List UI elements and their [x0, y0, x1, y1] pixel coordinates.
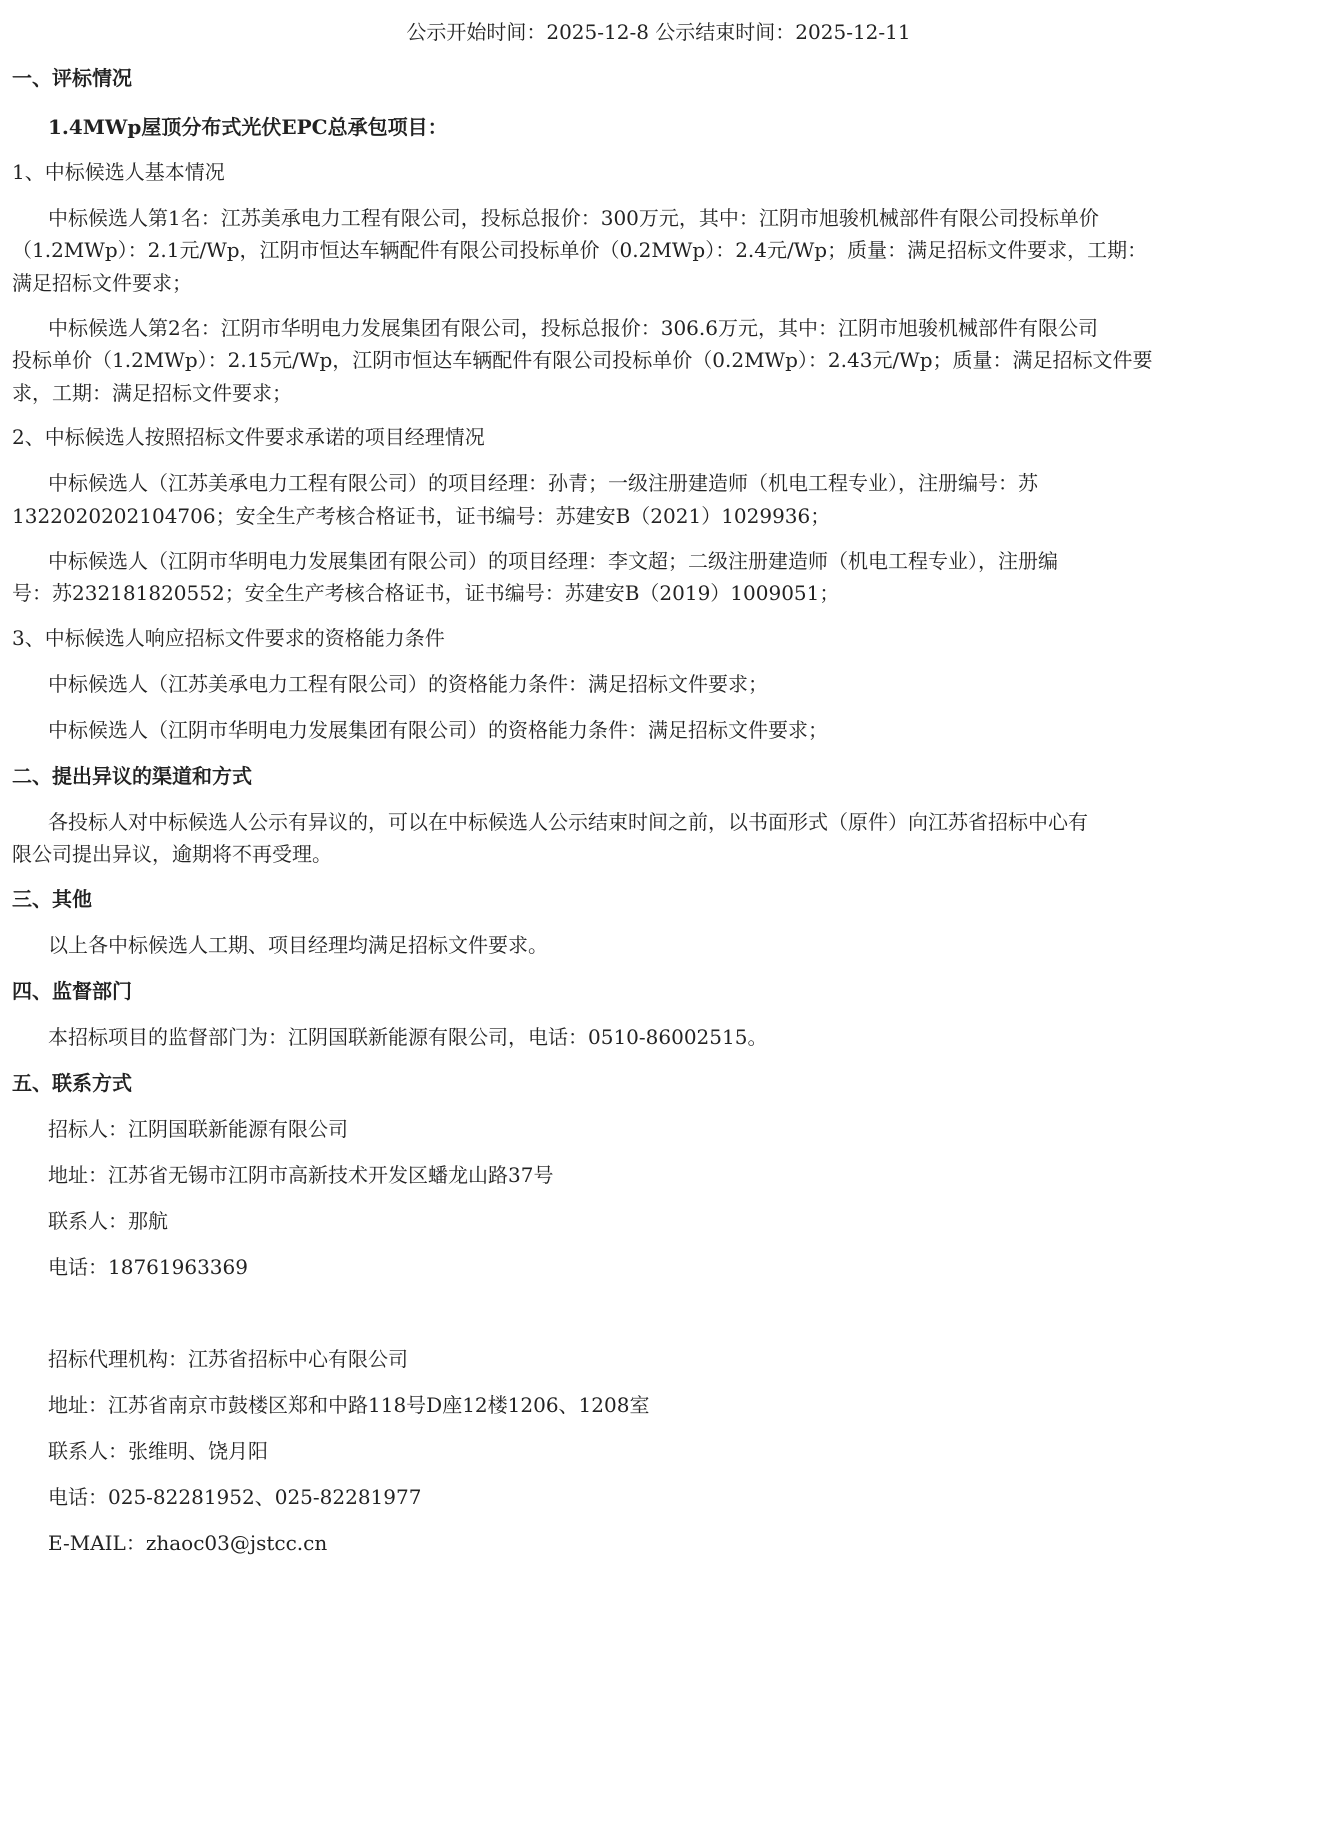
- agency-phone: 电话：025-82281952、025-82281977: [48, 1485, 422, 1509]
- pm-1-line-2: 1322020202104706；安全生产考核合格证书，证书编号：苏建安B（2021）1029936；: [12, 504, 831, 528]
- section-title-other: 三、其他: [12, 887, 92, 911]
- candidate-2-line-1: 中标候选人第2名：江阴市华明电力发展集团有限公司，投标总报价：306.6万元，其中：江阴市旭骏机械部件有限公司: [48, 316, 1098, 340]
- agency-address: 地址：江苏省南京市鼓楼区郑和中路118号D座12楼1206、1208室: [48, 1393, 650, 1417]
- agency-contact: 联系人：张维明、饶月阳: [48, 1439, 268, 1463]
- candidate-2-line-2: 投标单价（1.2MWp）：2.15元/Wp，江阴市恒达车辆配件有限公司投标单价（0.2MWp）：2.43元/Wp；质量：满足招标文件要: [12, 348, 1153, 372]
- candidate-1-line-2: （1.2MWp）：2.1元/Wp，江阴市恒达车辆配件有限公司投标单价（0.2MWp）：2.4元/Wp；质量：满足招标文件要求，工期：: [12, 238, 1148, 262]
- section-title-supervision: 四、监督部门: [12, 979, 132, 1003]
- supervision-line-1: 本招标项目的监督部门为：江阴国联新能源有限公司，电话：0510-86002515。: [48, 1025, 768, 1049]
- objection-line-2: 限公司提出异议，逾期将不再受理。: [12, 842, 332, 866]
- candidate-1-line-3: 满足招标文件要求；: [12, 271, 192, 295]
- tenderer-contact: 联系人：那航: [48, 1209, 168, 1233]
- subsection-qualifications: 3、中标候选人响应招标文件要求的资格能力条件: [12, 626, 445, 650]
- section-title-contact: 五、联系方式: [12, 1071, 132, 1095]
- tenderer-phone: 电话：18761963369: [48, 1255, 248, 1279]
- other-line-1: 以上各中标候选人工期、项目经理均满足招标文件要求。: [48, 933, 548, 957]
- tenderer-address: 地址：江苏省无锡市江阴市高新技术开发区蟠龙山路37号: [48, 1163, 554, 1187]
- pm-1-line-1: 中标候选人（江苏美承电力工程有限公司）的项目经理：孙青；一级注册建造师（机电工程专业），注册编号：苏: [48, 471, 1038, 495]
- section-title-objection: 二、提出异议的渠道和方式: [12, 764, 252, 788]
- tenderer-name: 招标人：江阴国联新能源有限公司: [48, 1117, 348, 1141]
- project-name: 1.4MWp屋顶分布式光伏EPC总承包项目：: [48, 115, 448, 139]
- subsection-candidates: 1、中标候选人基本情况: [12, 160, 225, 184]
- qualification-1: 中标候选人（江苏美承电力工程有限公司）的资格能力条件：满足招标文件要求；: [48, 672, 768, 696]
- subsection-project-managers: 2、中标候选人按照招标文件要求承诺的项目经理情况: [12, 425, 485, 449]
- agency-name: 招标代理机构：江苏省招标中心有限公司: [48, 1347, 408, 1371]
- objection-line-1: 各投标人对中标候选人公示有异议的，可以在中标候选人公示结束时间之前，以书面形式（原件）向江苏省招标中心有: [48, 810, 1088, 834]
- publicity-period: 公示开始时间：2025-12-8 公示结束时间：2025-12-11: [406, 20, 911, 44]
- pm-2-line-1: 中标候选人（江阴市华明电力发展集团有限公司）的项目经理：李文超；二级注册建造师（机电工程专业），注册编: [48, 549, 1058, 573]
- pm-2-line-2: 号：苏232181820552；安全生产考核合格证书，证书编号：苏建安B（2019）1009051；: [12, 581, 840, 605]
- qualification-2: 中标候选人（江阴市华明电力发展集团有限公司）的资格能力条件：满足招标文件要求；: [48, 718, 828, 742]
- candidate-2-line-3: 求，工期：满足招标文件要求；: [12, 381, 292, 405]
- candidate-1-line-1: 中标候选人第1名：江苏美承电力工程有限公司，投标总报价：300万元，其中：江阴市旭骏机械部件有限公司投标单价: [48, 206, 1099, 230]
- agency-email[interactable]: E-MAIL：zhaoc03@jstcc.cn: [48, 1531, 328, 1555]
- section-title-evaluation: 一、评标情况: [12, 66, 132, 90]
